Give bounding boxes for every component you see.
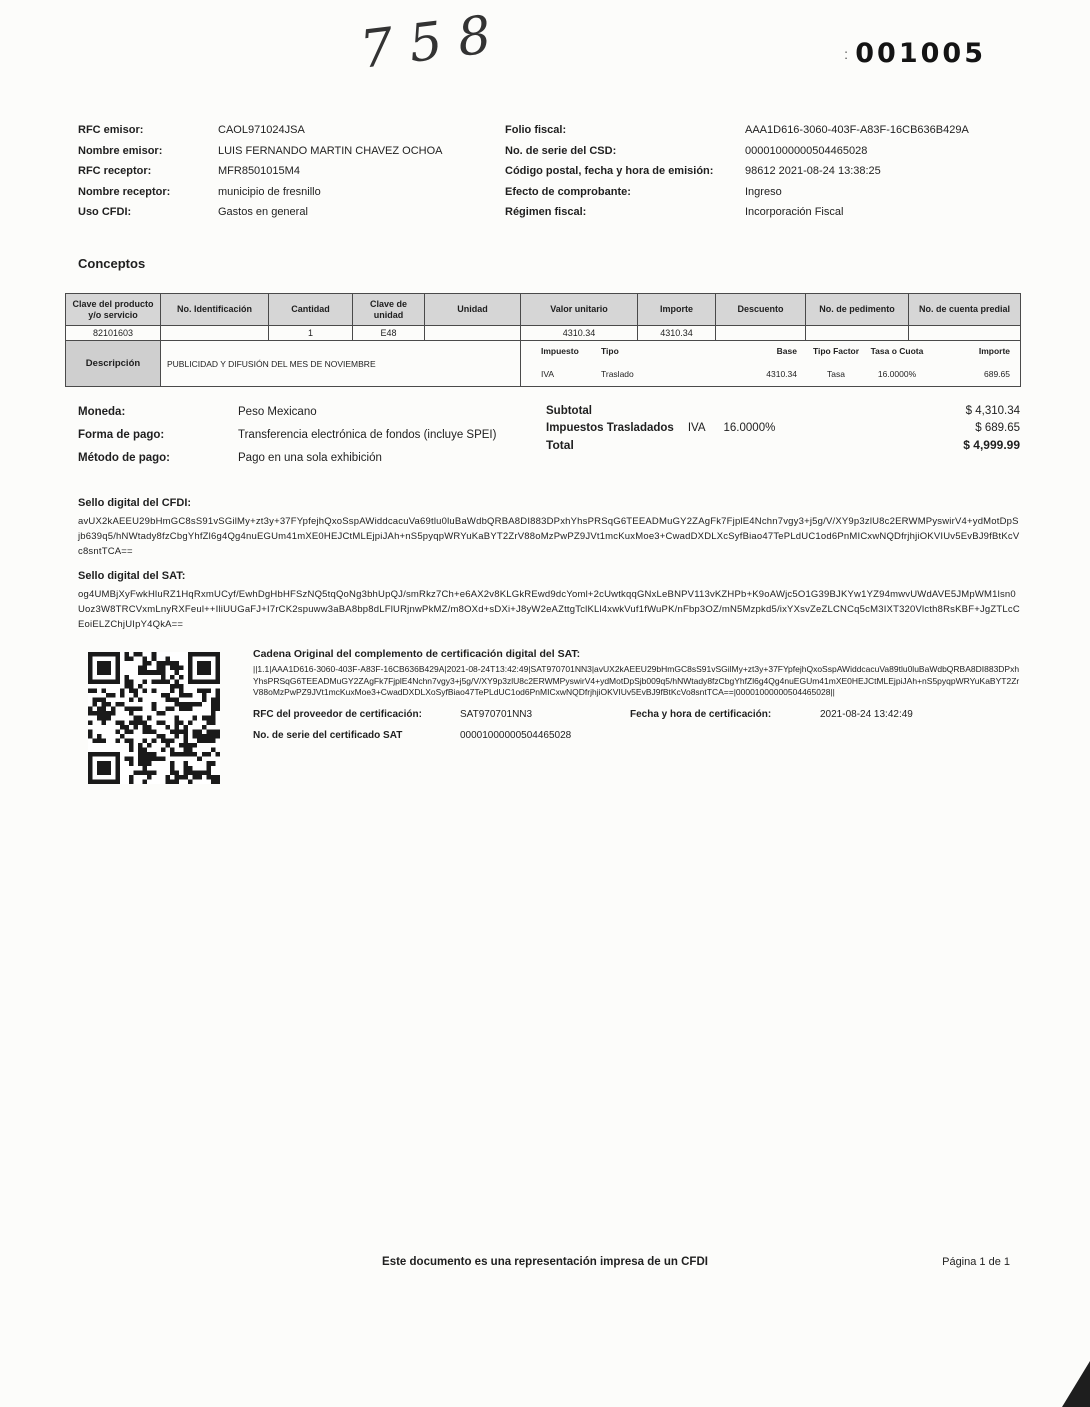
field-regimen-fiscal [505, 204, 1022, 221]
table-cell [806, 326, 909, 341]
field-value: Pago en una sola exhibición [238, 452, 382, 464]
field-no-serie-certificado-label: No. de serie del certificado SAT [253, 729, 403, 741]
footer-note: Este documento es una representación impresa de un CFDI [382, 1256, 708, 1268]
field-value: Transferencia electrónica de fondos (incluye SPEI) [238, 429, 497, 441]
field-label: Nombre receptor: [78, 185, 171, 198]
tax-column-tipo-factor [811, 346, 861, 380]
table-cell: E48 [353, 326, 425, 341]
tax-column-tipo [601, 346, 699, 380]
column-header: Cantidad [269, 294, 353, 326]
sello-sat-section [78, 570, 1020, 632]
subtotal-value: $ 4,310.34 [965, 405, 1020, 417]
table-cell [161, 326, 269, 341]
table-cell: 4310.34 [521, 326, 638, 341]
field-value: LUIS FERNANDO MARTIN CHAVEZ OCHOA [218, 144, 443, 157]
payment-info [78, 404, 546, 473]
impuestos-rate: 16.0000% [723, 422, 776, 434]
sello-sat-value: og4UMBjXyFwkHluRZ1HqRxmUCyf/EwhDgHbHFSzNQ5tqQoNg3bhUpQJ/smRkz7Ch+e6AX2v8KLGkREwd9dcYoml+2cUwtkqqGNxLeBNPV113vKZHPb+K9oAWjc5O1G39BJKYw1YZ94mwvUWdAVE5JMpWM1lsn0Uoz3W8TRCVxmLnyRXFeul++IliUUGaFJ+I7rCK2spuww3aBA8bp8dLFlURjnwPkMZ/m8OXd+sDXi+J8yW2eAZttgTclKLl4xwkVuf1fWuPK/nFbp3OZ/mN5Mzpkd5/ixYXsvZeZLCNCq5cM3IXT320Vlcth8RsKBF+JgZTLcCEoiELZChjUIpY4QkA== [78, 589, 1020, 630]
tax-value: 4310.34 [766, 369, 797, 379]
tax-header: Tasa o Cuota [870, 346, 924, 356]
field-value: MFR8501015M4 [218, 165, 300, 177]
field-uso-cfdi [78, 204, 505, 221]
table-cell: 1 [269, 326, 353, 341]
field-fecha-certificacion-label: Fecha y hora de certificación: [630, 708, 772, 720]
field-metodo-pago [78, 450, 546, 466]
field-label: Método de pago: [78, 452, 170, 464]
sello-cfdi-value: avUX2kAEEU29bHmGC8sS91vSGilMy+zt3y+37FYpfejhQxoSspAWiddcacuVa69tlu0luBaWdbQRBA8DI883DPxhYhsPRSqG6TEEADMuGY2ZAgFk7FjplE4Nchn7vgy3+j5g/V/XY9p3zlU8c2ERWMPyswirV4+ydMotDpSjb639q5/hNWtady8fzCbgYhfZl6g4Qg4nuEGUm41mXE0HEJCtMLEjpiJAh+nS5pyqpWRYuKaBYT2ZrV88oMzPwPZ9JVt1mcKuxMoe3+CwadDXDLXcSyfBiao47TePLdUC1od6PnMICxwNQDfrjhjiOKVIUv5EvBJ9fBtKcVc8sntTCA== [78, 516, 1020, 557]
field-label: RFC emisor: [78, 124, 144, 136]
total-value: $ 4,999.99 [963, 438, 1020, 452]
field-value: Incorporación Fiscal [745, 206, 844, 218]
stamp-number: 001005 [855, 38, 986, 69]
field-codigo-postal-fecha [505, 163, 1022, 180]
cadena-title: Cadena Original del complemento de certificación digital del SAT: [253, 648, 581, 660]
conceptos-title: Conceptos [78, 256, 146, 271]
invoice-header [78, 122, 1022, 225]
certification-row-1 [253, 709, 1020, 720]
cadena-content [253, 648, 1020, 784]
table-cell: 4310.34 [638, 326, 716, 341]
field-label: Folio fiscal: [505, 124, 567, 136]
field-value: AAA1D616-3060-403F-A83F-16CB636B429A [745, 124, 969, 136]
field-rfc-proveedor-value: SAT970701NN3 [460, 708, 533, 720]
column-header: No. Identificación [161, 294, 269, 326]
qr-code [88, 652, 220, 784]
descripcion-label: Descripción [66, 341, 161, 387]
column-header: Clave del producto y/o servicio [66, 294, 161, 326]
field-label: Forma de pago: [78, 429, 165, 441]
field-label: Efecto de comprobante: [505, 185, 631, 198]
tax-header: Importe [978, 346, 1010, 356]
subtotal-row [546, 404, 1020, 419]
impuestos-row [546, 421, 1020, 436]
totals [546, 404, 1020, 473]
field-label: Código postal, fecha y hora de emisión: [505, 165, 714, 177]
table-cell [716, 326, 806, 341]
tax-table-cell [521, 341, 1021, 387]
column-header: Importe [638, 294, 716, 326]
column-header: Unidad [425, 294, 521, 326]
tax-value: IVA [541, 369, 555, 379]
table-cell [909, 326, 1021, 341]
total-row [546, 438, 1020, 453]
header-left-column [78, 122, 505, 225]
field-value: Peso Mexicano [238, 406, 317, 418]
cadena-section [88, 648, 1020, 784]
field-rfc-proveedor-label: RFC del proveedor de certificación: [253, 708, 422, 720]
tax-value: 689.65 [984, 369, 1010, 379]
tax-column-base [699, 346, 811, 380]
field-label: Régimen fiscal: [505, 206, 587, 218]
tax-header: Tipo [601, 346, 619, 356]
field-value: municipio de fresnillo [218, 185, 321, 198]
header-right-column [505, 122, 1022, 225]
field-no-serie-certificado-value: 00001000000504465028 [460, 729, 572, 741]
field-moneda [78, 404, 546, 420]
table-row [66, 326, 1021, 341]
field-efecto-comprobante [505, 184, 1022, 201]
sello-cfdi-section [78, 497, 1020, 559]
total-label: Total [546, 438, 574, 452]
sello-sat-title: Sello digital del SAT: [78, 570, 186, 582]
column-header: Valor unitario [521, 294, 638, 326]
impuestos-value: $ 689.65 [975, 422, 1020, 434]
tax-header: Tipo Factor [812, 346, 860, 356]
page-indicator: Página 1 de 1 [942, 1256, 1010, 1268]
field-label: Nombre emisor: [78, 144, 163, 157]
field-label: RFC receptor: [78, 165, 152, 177]
table-cell [425, 326, 521, 341]
tax-header: Impuesto [541, 346, 579, 356]
column-header: Descuento [716, 294, 806, 326]
field-label: Moneda: [78, 406, 126, 418]
handwritten-number: 758 [356, 3, 511, 81]
tax-column-tasa-cuota [861, 346, 933, 380]
field-label: Uso CFDI: [78, 206, 132, 218]
subtotal-label: Subtotal [546, 405, 592, 417]
field-nombre-emisor [78, 143, 505, 160]
sello-cfdi-title: Sello digital del CFDI: [78, 497, 192, 509]
field-value: 98612 2021-08-24 13:38:25 [745, 165, 881, 177]
tax-value: Traslado [601, 369, 634, 379]
payment-and-totals [78, 404, 1020, 473]
field-fecha-certificacion-value: 2021-08-24 13:42:49 [820, 708, 913, 720]
impuestos-tax: IVA [687, 422, 706, 434]
tax-table [529, 346, 1014, 380]
field-value: Ingreso [745, 185, 782, 198]
field-no-serie-csd [505, 143, 1022, 160]
descripcion-value: PUBLICIDAD Y DIFUSIÓN DEL MES DE NOVIEMBRE [161, 341, 521, 387]
field-forma-pago [78, 427, 546, 443]
tax-header: Base [776, 346, 797, 356]
column-header: Clave de unidad [353, 294, 425, 326]
tax-value: 16.0000% [877, 369, 917, 379]
field-label: No. de serie del CSD: [505, 144, 617, 157]
field-value: Gastos en general [218, 206, 308, 218]
stamp-smudge: : [844, 46, 848, 62]
tax-column-impuesto [529, 346, 601, 380]
tax-value: Tasa [827, 369, 845, 379]
column-header: No. de cuenta predial [909, 294, 1021, 326]
certification-row-2 [253, 730, 1020, 741]
field-nombre-receptor [78, 184, 505, 201]
column-header: No. de pedimento [806, 294, 909, 326]
field-value: CAOL971024JSA [218, 124, 305, 136]
qr-code-image [88, 652, 220, 784]
scan-artifact-corner [1062, 1361, 1090, 1407]
table-cell: 82101603 [66, 326, 161, 341]
field-folio-fiscal [505, 122, 1022, 139]
field-rfc-receptor [78, 163, 505, 180]
field-value: 00001000000504465028 [745, 144, 868, 157]
tax-column-importe [933, 346, 1014, 380]
field-rfc-emisor [78, 122, 505, 139]
table-header-row [66, 294, 1021, 326]
impuestos-label: Impuestos Trasladados [546, 422, 674, 434]
cadena-value: ||1.1|AAA1D616-3060-403F-A83F-16CB636B429A|2021-08-24T13:42:49|SAT970701NN3|avUX2kAEEU29bHmGC8sS91vSGilMy+zt3y+37FYpfejhQxoSspAWiddcacuVa89tlu0luBaWdbQRBA8DI883DPxhYhsPRSqG6TEEADMuGY2ZAgFk7FjplE4Nchn7vgy3+j5g/V/XY9p3zlU8c2ERWMPyswirV4+ydMotDpSjb009q5/hNWtady8fzCbgYhfZl6g4Qg4nuEGUm41mXE0HEJCtMLEjpiJAh+nS5pyqpWRYuKaBYT2ZrV88oMzPwPZ9JVt1mcKuxMoe3+CwadDXDLXoSyfBiao47TePLdUC1od6PnMICxwNQDfrjhjiOKVIUv5EvBJ9fBtKcVo8sntTCA==|00001000000504465028|| [253, 664, 1020, 697]
description-row [66, 341, 1021, 387]
conceptos-table [65, 293, 1021, 387]
